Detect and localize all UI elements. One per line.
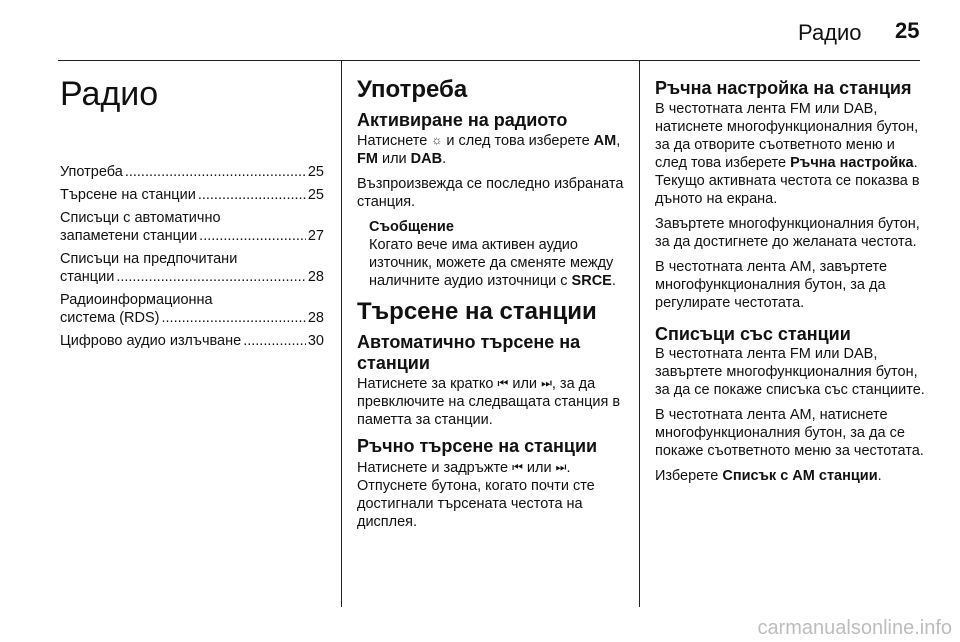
subheading-station-lists: Списъци със станции	[655, 323, 851, 344]
note-title: Съобщение	[369, 219, 454, 236]
column-divider-1	[341, 61, 342, 607]
note-box: Съобщение Когато вече има активен аудио източник, можете да сменяте между наличните аудио източници с SRCE.	[369, 218, 625, 290]
station-lists-text-2: В честотната лента AM, натиснете многофункционалния бутон, за да се покаже съответното меню за честотата.	[655, 407, 924, 460]
station-lists-text-3: Изберете Списък с AM станции.	[655, 468, 882, 485]
toc-entry[interactable]: Употреба ..... 25	[60, 163, 324, 181]
page-number: 25	[895, 18, 920, 43]
next-track-icon: ⏭	[541, 376, 552, 391]
previous-track-icon: ⏮	[512, 459, 523, 474]
section-heading-search: Търсене на станции	[357, 298, 597, 326]
toc-entry[interactable]: Цифрово аудио излъчване ..... 30	[60, 332, 324, 350]
subheading-auto-search: Автоматично търсене на станции	[357, 331, 581, 373]
toc-entry[interactable]: Радиоинформационна система (RDS) ..... 28	[60, 291, 324, 327]
manual-search-text: Натиснете и задръжте ⏮ или ⏭. Отпуснете бутона, когато почти сте достигнали търсената честота на дисплея.	[357, 459, 595, 530]
subheading-manual-search: Ръчно търсене на станции	[357, 436, 598, 457]
manual-tune-text-3: В честотната лента AM, завъртете многофункционалния бутон, за да регулирате честотата.	[655, 258, 888, 311]
next-track-icon: ⏭	[555, 459, 567, 474]
toc-entry[interactable]: Списъци на предпочитани станции ..... 28	[60, 250, 324, 286]
activate-instructions: Натиснете ☼ и след това изберете AM, FM или DAB.	[357, 133, 621, 168]
station-lists-text-1: В честотната лента FM или DAB, завъртете многофункционалния бутон, за да се покаже списъка със станциите.	[655, 346, 925, 399]
radio-icon: ☼	[431, 133, 443, 148]
middle-column	[357, 68, 625, 538]
toc-column	[60, 68, 324, 355]
section-heading-usage: Употреба	[357, 76, 468, 103]
subheading-manual-tune: Ръчна настройка на станция	[655, 78, 912, 98]
subheading-activate-radio: Активиране на радиото	[357, 109, 568, 130]
previous-track-icon: ⏮	[497, 376, 509, 391]
toc-entry[interactable]: Списъци с автоматично запаметени станции ..... 27	[60, 209, 324, 245]
right-column	[655, 68, 925, 492]
auto-search-text: Натиснете за кратко ⏮ или ⏭, за да превключите на следващата станция в паметта за станции.	[357, 376, 621, 429]
chapter-title: Радио	[60, 75, 159, 113]
header-rule	[58, 60, 920, 61]
toc-entry[interactable]: Търсене на станции ..... 25	[60, 186, 324, 204]
watermark-logo: carmanualsonline.info	[757, 617, 952, 639]
manual-tune-text-1: В честотната лента FM или DAB, натиснете многофункционалния бутон, за да отворите съответното меню и след това изберете Ръчна настройка. Текущо активната честота се показва в дъното на екрана.	[655, 100, 920, 207]
column-divider-2	[639, 61, 640, 607]
running-header-title: Радио	[798, 20, 862, 45]
last-station-text: Възпроизвежда се последно избраната станция.	[357, 176, 624, 211]
manual-tune-text-2: Завъртете многофункционалния бутон, за да достигнете до желаната честота.	[655, 215, 920, 250]
